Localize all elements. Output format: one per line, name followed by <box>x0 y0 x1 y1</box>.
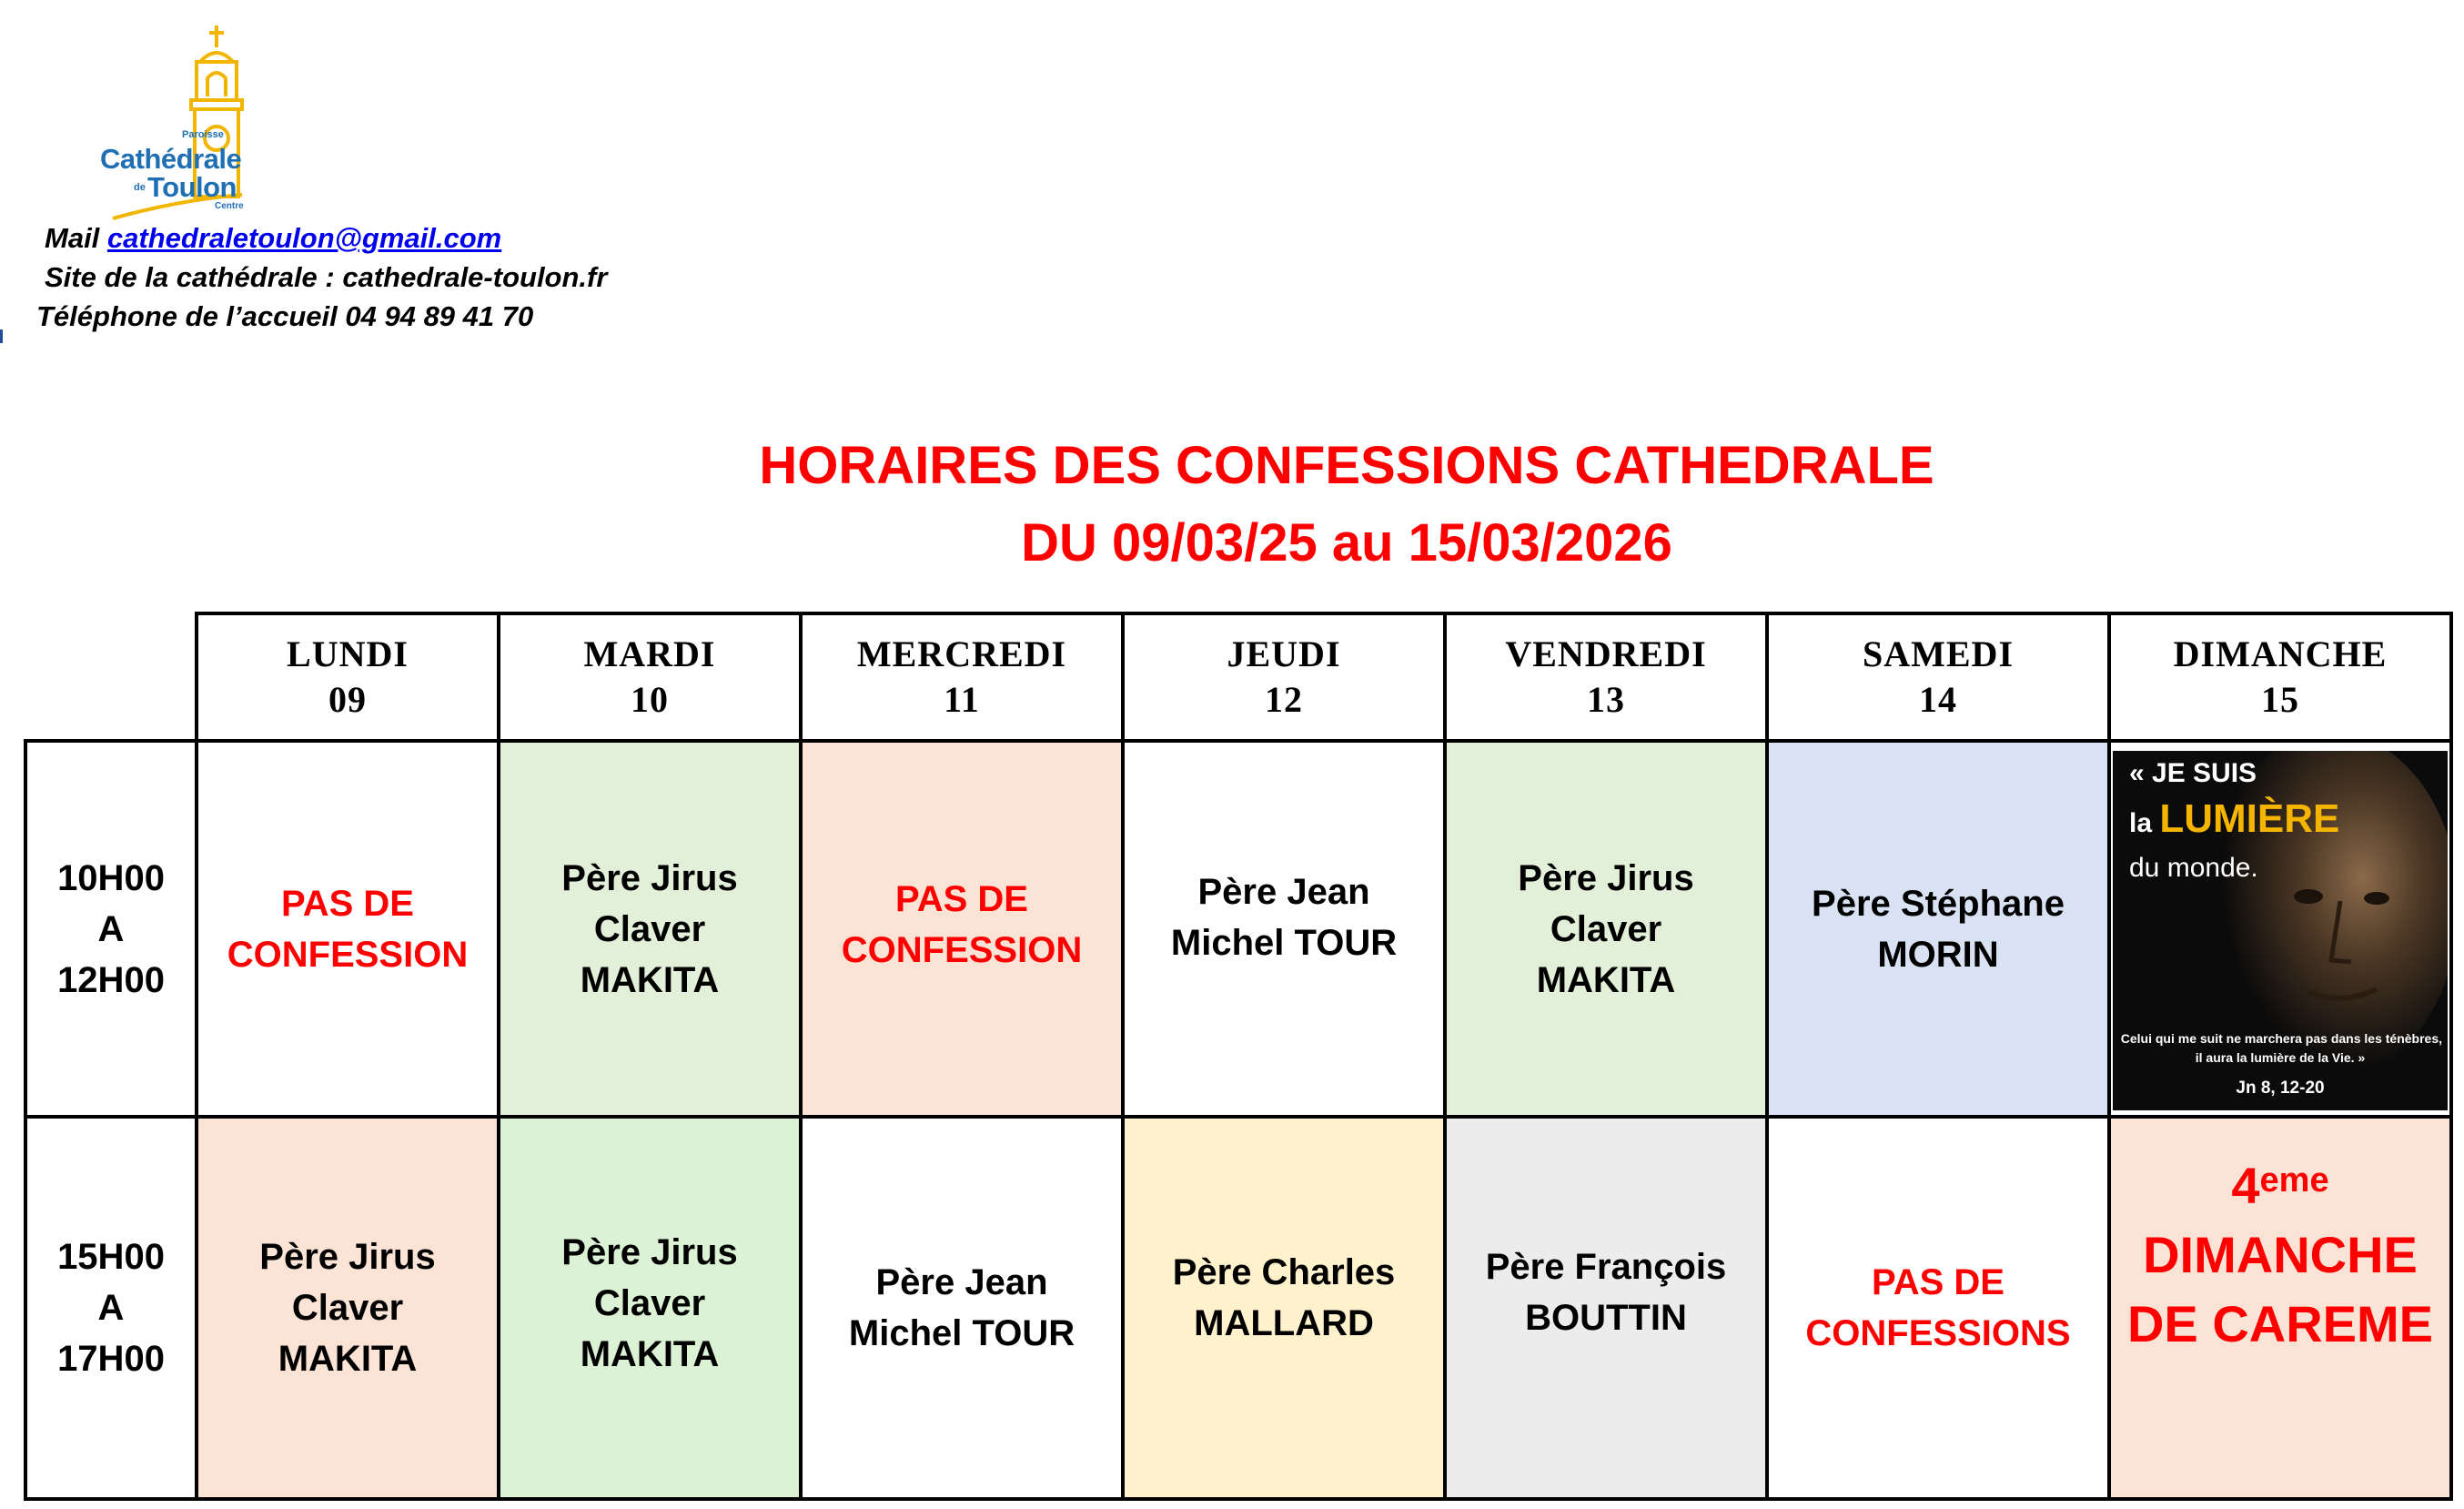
careme-suffix: eme <box>2259 1161 2329 1200</box>
time-start: 10H00 <box>57 857 165 898</box>
entry-mardi-afternoon <box>500 1119 799 1488</box>
page-title: HORAIRES DES CONFESSIONS CATHEDRALE <box>759 436 1934 495</box>
entry-line: Père Jean <box>875 1262 1048 1302</box>
entry-line: PAS DE <box>281 883 414 924</box>
contact-phone: Téléphone de l’accueil 04 94 89 41 70 <box>36 300 534 332</box>
day-name: LUNDI <box>287 633 409 674</box>
day-name: DIMANCHE <box>2173 633 2388 674</box>
entry-line: Père Charles <box>1172 1252 1396 1292</box>
lumiere-line3: du monde. <box>2129 853 2258 883</box>
time-slot-afternoon <box>27 1119 195 1497</box>
logo-cathedrale: Cathédrale <box>100 143 242 175</box>
day-number: 14 <box>1919 679 1957 720</box>
day-name: SAMEDI <box>1862 633 2015 674</box>
day-header-jeudi <box>1125 615 1443 739</box>
entry-line: PAS DE <box>895 879 1028 919</box>
logo-de: de <box>134 182 146 193</box>
cathedrale-logo <box>87 22 269 222</box>
entry-samedi-afternoon <box>1769 1119 2107 1497</box>
day-name: MARDI <box>583 633 716 674</box>
day-number: 10 <box>631 679 669 720</box>
entry-line: Claver <box>291 1288 404 1328</box>
lumiere-line2 <box>2129 796 2339 842</box>
entry-line: MORIN <box>1877 934 1999 975</box>
entry-vendredi-morning <box>1447 743 1765 1115</box>
entry-line: CONFESSIONS <box>1805 1313 2071 1353</box>
entry-vendredi-afternoon <box>1447 1119 1765 1466</box>
entry-jeudi-afternoon <box>1125 1119 1443 1477</box>
careme-line2: DIMANCHE <box>2143 1226 2418 1283</box>
day-header-vendredi <box>1447 615 1765 739</box>
entry-line: Père Stéphane <box>1812 883 2065 924</box>
entry-dimanche-afternoon <box>2111 1119 2449 1392</box>
day-header-dimanche <box>2111 615 2449 739</box>
logo-centre: Centre <box>215 201 244 211</box>
lumiere-verse2: il aura la lumière de la Vie. » <box>2195 1050 2366 1065</box>
day-number: 12 <box>1265 679 1303 720</box>
contact-mail <box>45 222 501 255</box>
day-name: JEUDI <box>1227 633 1341 674</box>
time-slot-morning <box>27 743 195 1115</box>
entry-line: CONFESSION <box>227 934 469 975</box>
entry-line: MAKITA <box>580 959 720 1000</box>
entry-line: MALLARD <box>1194 1303 1374 1343</box>
lumiere-highlight: LUMIÈRE <box>2159 796 2340 841</box>
entry-jeudi-morning <box>1125 743 1443 1092</box>
day-number: 13 <box>1587 679 1625 720</box>
careme-line1 <box>2231 1151 2328 1220</box>
entry-line: BOUTTIN <box>1525 1298 1687 1338</box>
day-name: VENDREDI <box>1505 633 1707 674</box>
table-border-bottom <box>24 1497 2453 1501</box>
entry-line: Père Jirus <box>259 1237 436 1277</box>
entry-line: Père François <box>1485 1247 1727 1287</box>
entry-line: MAKITA <box>580 1334 720 1374</box>
entry-mercredi-afternoon <box>803 1119 1121 1497</box>
entry-line: MAKITA <box>278 1339 418 1379</box>
time-end: 12H00 <box>57 959 165 1000</box>
time-sep: A <box>97 908 125 949</box>
mail-label: Mail <box>45 222 107 254</box>
logo-paroisse: Paroisse <box>182 129 224 140</box>
margin-mark <box>0 329 3 343</box>
entry-line: Père Jean <box>1197 872 1370 912</box>
day-number: 11 <box>944 679 980 720</box>
entry-line: PAS DE <box>1872 1262 2005 1302</box>
entry-lundi-morning <box>198 743 497 1115</box>
entry-line: Père Jirus <box>561 857 738 898</box>
entry-line: Michel TOUR <box>1170 923 1398 963</box>
careme-line3: DE CAREME <box>2126 1295 2434 1352</box>
entry-line: Claver <box>1550 908 1662 949</box>
entry-line: MAKITA <box>1536 959 1676 1000</box>
entry-line: Père Jirus <box>561 1232 738 1272</box>
entry-lundi-afternoon <box>198 1119 497 1497</box>
careme-number: 4 <box>2231 1157 2260 1214</box>
day-header-samedi <box>1769 615 2107 739</box>
day-name: MERCREDI <box>856 633 1067 674</box>
lumiere-verse1: Celui qui me suit ne marchera pas dans les ténèbres, <box>2120 1031 2442 1046</box>
entry-mardi-morning <box>500 743 799 1115</box>
mail-link[interactable]: cathedraletoulon@gmail.com <box>106 222 502 254</box>
day-header-lundi <box>198 615 497 739</box>
time-sep: A <box>97 1288 125 1328</box>
day-number: 09 <box>328 679 367 720</box>
contact-site: Site de la cathédrale : cathedrale-toulon.fr <box>45 261 608 293</box>
day-header-mercredi <box>803 615 1121 739</box>
entry-line: Michel TOUR <box>848 1313 1075 1353</box>
day-header-mardi <box>500 615 799 739</box>
lumiere-line2a: la <box>2129 808 2160 838</box>
time-start: 15H00 <box>57 1237 165 1277</box>
entry-line: Claver <box>593 908 706 949</box>
table-border-right <box>2449 612 2453 1501</box>
entry-line: CONFESSION <box>841 930 1083 970</box>
entry-samedi-morning <box>1769 743 2107 1115</box>
lumiere-du-monde-image <box>2113 751 2448 1110</box>
entry-line: Claver <box>593 1283 706 1323</box>
lumiere-line1: « JE SUIS <box>2129 758 2257 788</box>
entry-line: Père Jirus <box>1518 857 1694 898</box>
lumiere-ref: Jn 8, 12-20 <box>2236 1079 2325 1098</box>
time-end: 17H00 <box>57 1339 165 1379</box>
day-number: 15 <box>2261 679 2299 720</box>
page-subtitle: DU 09/03/25 au 15/03/2026 <box>1021 513 1672 572</box>
logo-toulon: Toulon <box>147 171 237 203</box>
entry-mercredi-morning <box>803 743 1121 1107</box>
